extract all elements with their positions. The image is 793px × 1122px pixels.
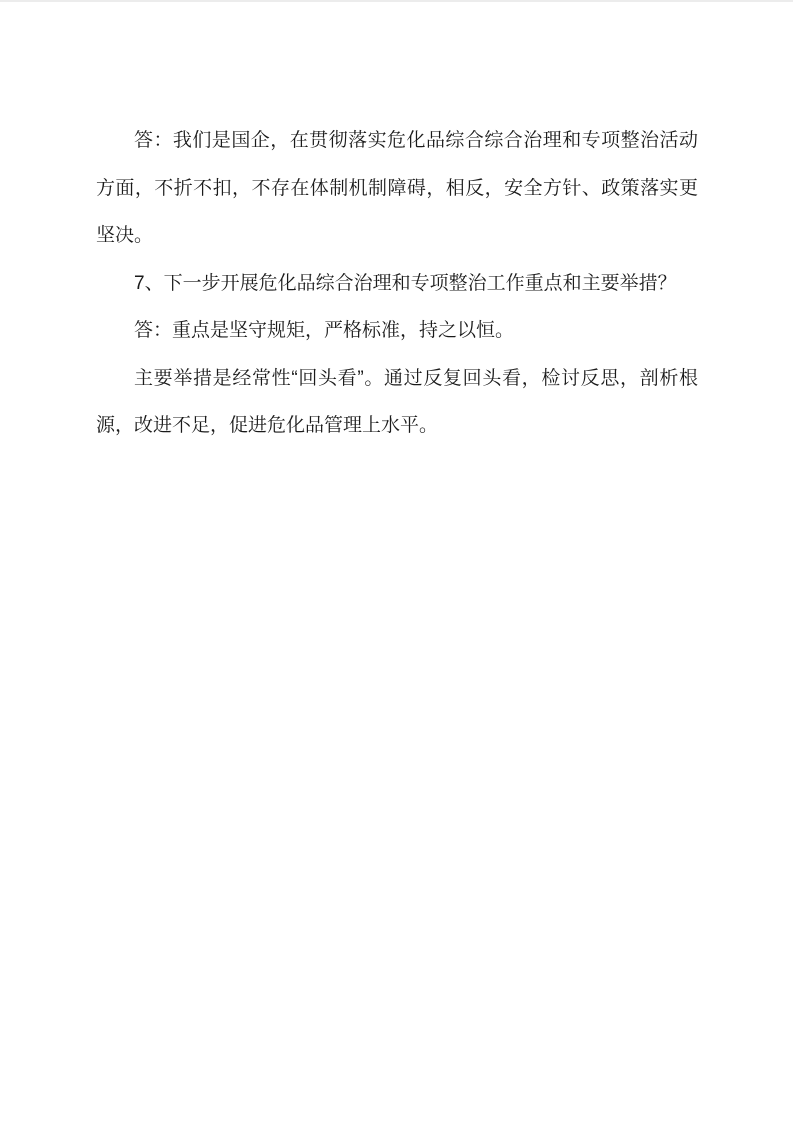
paragraph-question-7: 7、下一步开展危化品综合治理和专项整治工作重点和主要举措？ <box>134 272 677 294</box>
document-page <box>96 117 698 450</box>
paragraph-answer-measures: 主要举措是经常性“回头看”。通过反复回头看，检讨反思，剖析根源，改进不足，促进危化品管理上水平。 <box>96 367 698 436</box>
paragraph-answer-key-points: 答：重点是坚守规矩，严格标准，持之以恒。 <box>134 320 515 341</box>
page-top-edge <box>0 0 793 2</box>
paragraph-answer-governance: 答：我们是国企，在贯彻落实危化品综合综合治理和专项整治活动方面，不折不扣，不存在体制机制障碍，相反，安全方针、政策落实更坚决。 <box>96 130 698 246</box>
